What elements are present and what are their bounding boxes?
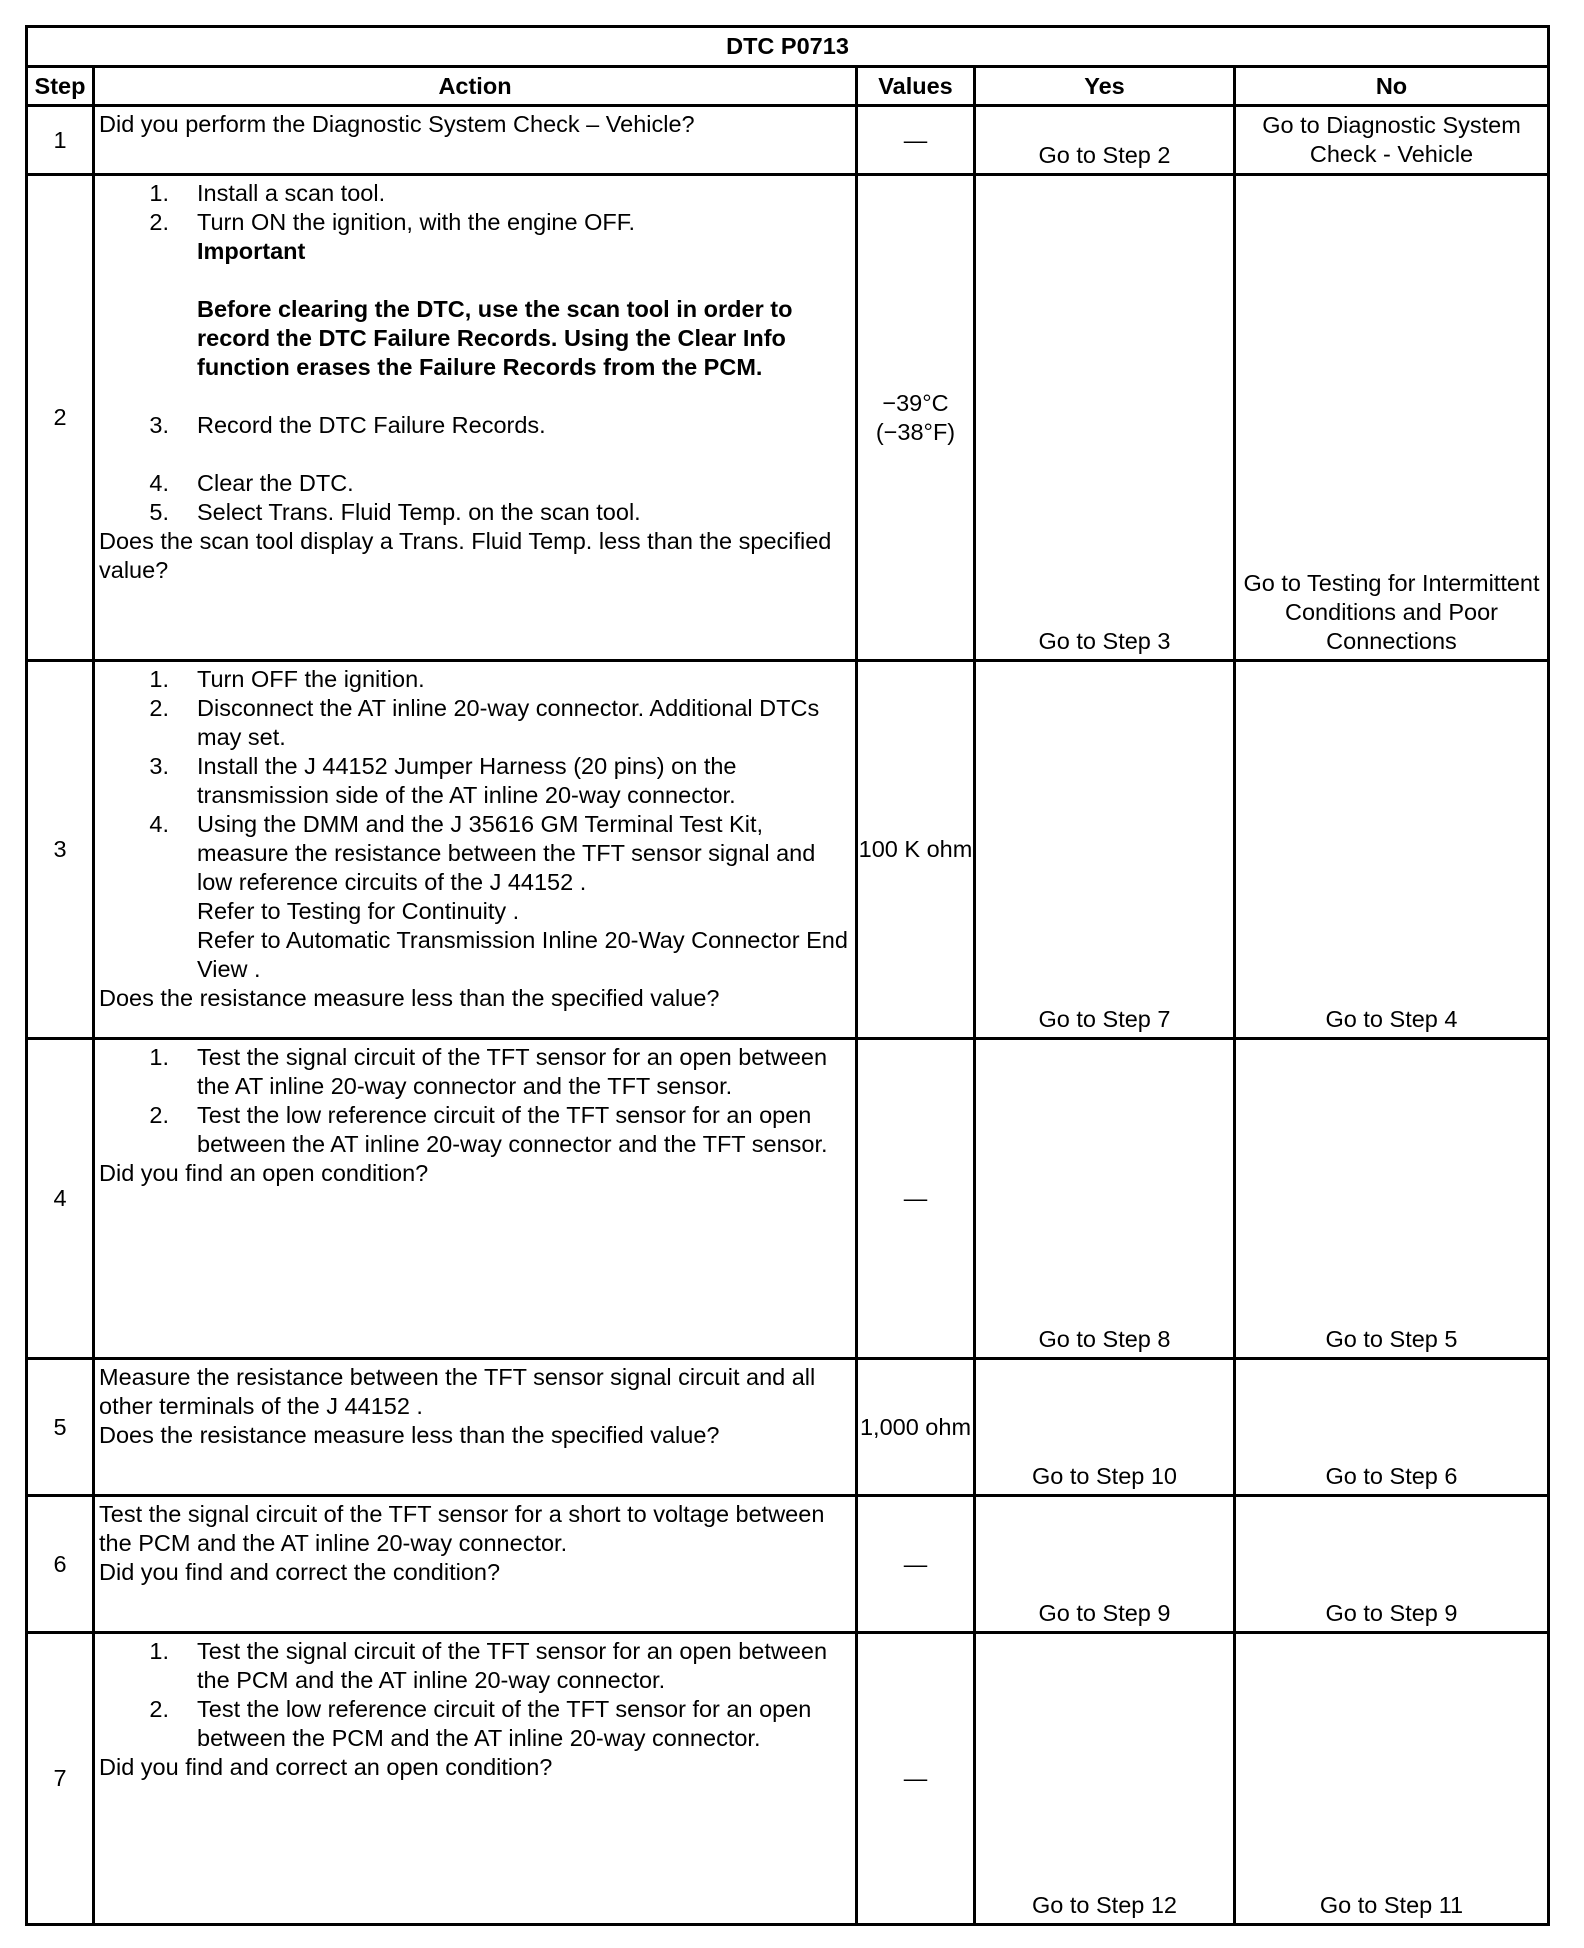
action-text: Measure the resistance between the TFT sensor signal circuit and all other terminals of the J 44152 . — [99, 1364, 816, 1419]
list-item: 2. Test the low reference circuit of the TFT sensor for an open between the PCM and the AT inline 20-way connector. — [149, 1696, 812, 1751]
step-number: 5 — [27, 1359, 94, 1496]
list-item: 1. Test the signal circuit of the TFT sensor for an open between the AT inline 20-way connector and the TFT sensor. — [149, 1044, 828, 1099]
list-item: 1. Install a scan tool. — [149, 180, 386, 206]
value-cell: 1,000 ohm — [857, 1359, 975, 1496]
action-cell — [94, 1359, 857, 1496]
table-row — [27, 175, 1549, 661]
question-text: Did you find an open condition? — [99, 1160, 429, 1186]
no-cell: Go to Step 6 — [1235, 1359, 1549, 1496]
table-row — [27, 1359, 1549, 1496]
yes-cell: Go to Step 3 — [975, 175, 1235, 661]
yes-cell: Go to Step 12 — [975, 1633, 1235, 1925]
no-cell: Go to Step 9 — [1235, 1496, 1549, 1633]
reference-link-continuity: Refer to Testing for Continuity . — [197, 898, 520, 924]
question-text: Does the resistance measure less than the specified value? — [99, 985, 720, 1011]
table-title: DTC P0713 — [27, 27, 1549, 67]
action-cell — [94, 1496, 857, 1633]
action-text: Did you perform the Diagnostic System Check – Vehicle? — [99, 111, 695, 137]
yes-cell: Go to Step 2 — [975, 106, 1235, 175]
step-number: 2 — [27, 175, 94, 661]
list-item: 5. Select Trans. Fluid Temp. on the scan tool. — [149, 499, 641, 525]
list-item: 2. Disconnect the AT inline 20-way connector. Additional DTCs may set. — [149, 695, 820, 750]
list-item: 3. Install the J 44152 Jumper Harness (20 pins) on the transmission side of the AT inline 20-way connector. — [149, 753, 737, 808]
value-cell: — — [857, 1039, 975, 1359]
step-number: 4 — [27, 1039, 94, 1359]
reference-link-connector-view: Refer to Automatic Transmission Inline 20-Way Connector End View . — [197, 927, 848, 982]
no-cell: Go to Diagnostic System Check - Vehicle — [1235, 106, 1549, 175]
action-cell — [94, 1633, 857, 1925]
table-row — [27, 1496, 1549, 1633]
table-row — [27, 1633, 1549, 1925]
list-item: 2. Test the low reference circuit of the TFT sensor for an open between the AT inline 20-way connector and the TFT sensor. — [149, 1102, 828, 1157]
header-no: No — [1235, 67, 1549, 106]
value-cell: −39°C (−38°F) — [857, 175, 975, 661]
action-cell — [94, 661, 857, 1039]
table-row — [27, 661, 1549, 1039]
important-text: Before clearing the DTC, use the scan tool in order to record the DTC Failure Records. Using the Clear Info function erases the Failure Records from the PCM. — [197, 296, 793, 380]
action-cell — [94, 175, 857, 661]
step-number: 7 — [27, 1633, 94, 1925]
action-cell — [94, 1039, 857, 1359]
header-step: Step — [27, 67, 94, 106]
value-cell: — — [857, 1496, 975, 1633]
list-item: 1. Turn OFF the ignition. — [149, 666, 425, 692]
question-text: Does the scan tool display a Trans. Fluid Temp. less than the specified value? — [99, 528, 832, 583]
yes-cell: Go to Step 9 — [975, 1496, 1235, 1633]
no-cell: Go to Testing for Intermittent Conditions and Poor Connections — [1235, 175, 1549, 661]
table-row — [27, 1039, 1549, 1359]
question-text: Did you find and correct the condition? — [99, 1559, 501, 1585]
important-label: Important — [197, 238, 306, 264]
yes-cell: Go to Step 8 — [975, 1039, 1235, 1359]
no-cell: Go to Step 11 — [1235, 1633, 1549, 1925]
no-cell: Go to Step 4 — [1235, 661, 1549, 1039]
dtc-table — [25, 25, 1550, 1926]
value-cell: 100 K ohm — [857, 661, 975, 1039]
list-item: 2. Turn ON the ignition, with the engine OFF. — [149, 209, 636, 235]
question-text: Does the resistance measure less than the specified value? — [99, 1422, 720, 1448]
header-values: Values — [857, 67, 975, 106]
header-yes: Yes — [975, 67, 1235, 106]
yes-cell: Go to Step 7 — [975, 661, 1235, 1039]
list-item: 4. Using the DMM and the J 35616 GM Terminal Test Kit, measure the resistance between the TFT sensor signal and low reference circuits of the J 44152 . — [149, 811, 816, 895]
step-number: 1 — [27, 106, 94, 175]
list-item: 4. Clear the DTC. — [149, 470, 354, 496]
yes-cell: Go to Step 10 — [975, 1359, 1235, 1496]
list-item: 3. Record the DTC Failure Records. — [149, 412, 546, 438]
header-action: Action — [94, 67, 857, 106]
step-number: 3 — [27, 661, 94, 1039]
action-cell — [94, 106, 857, 175]
value-cell: — — [857, 106, 975, 175]
value-cell: — — [857, 1633, 975, 1925]
step-number: 6 — [27, 1496, 94, 1633]
table-row — [27, 106, 1549, 175]
list-item: 1. Test the signal circuit of the TFT sensor for an open between the PCM and the AT inline 20-way connector. — [149, 1638, 828, 1693]
question-text: Did you find and correct an open condition? — [99, 1754, 553, 1780]
action-text: Test the signal circuit of the TFT sensor for a short to voltage between the PCM and the AT inline 20-way connector. — [99, 1501, 825, 1556]
no-cell: Go to Step 5 — [1235, 1039, 1549, 1359]
